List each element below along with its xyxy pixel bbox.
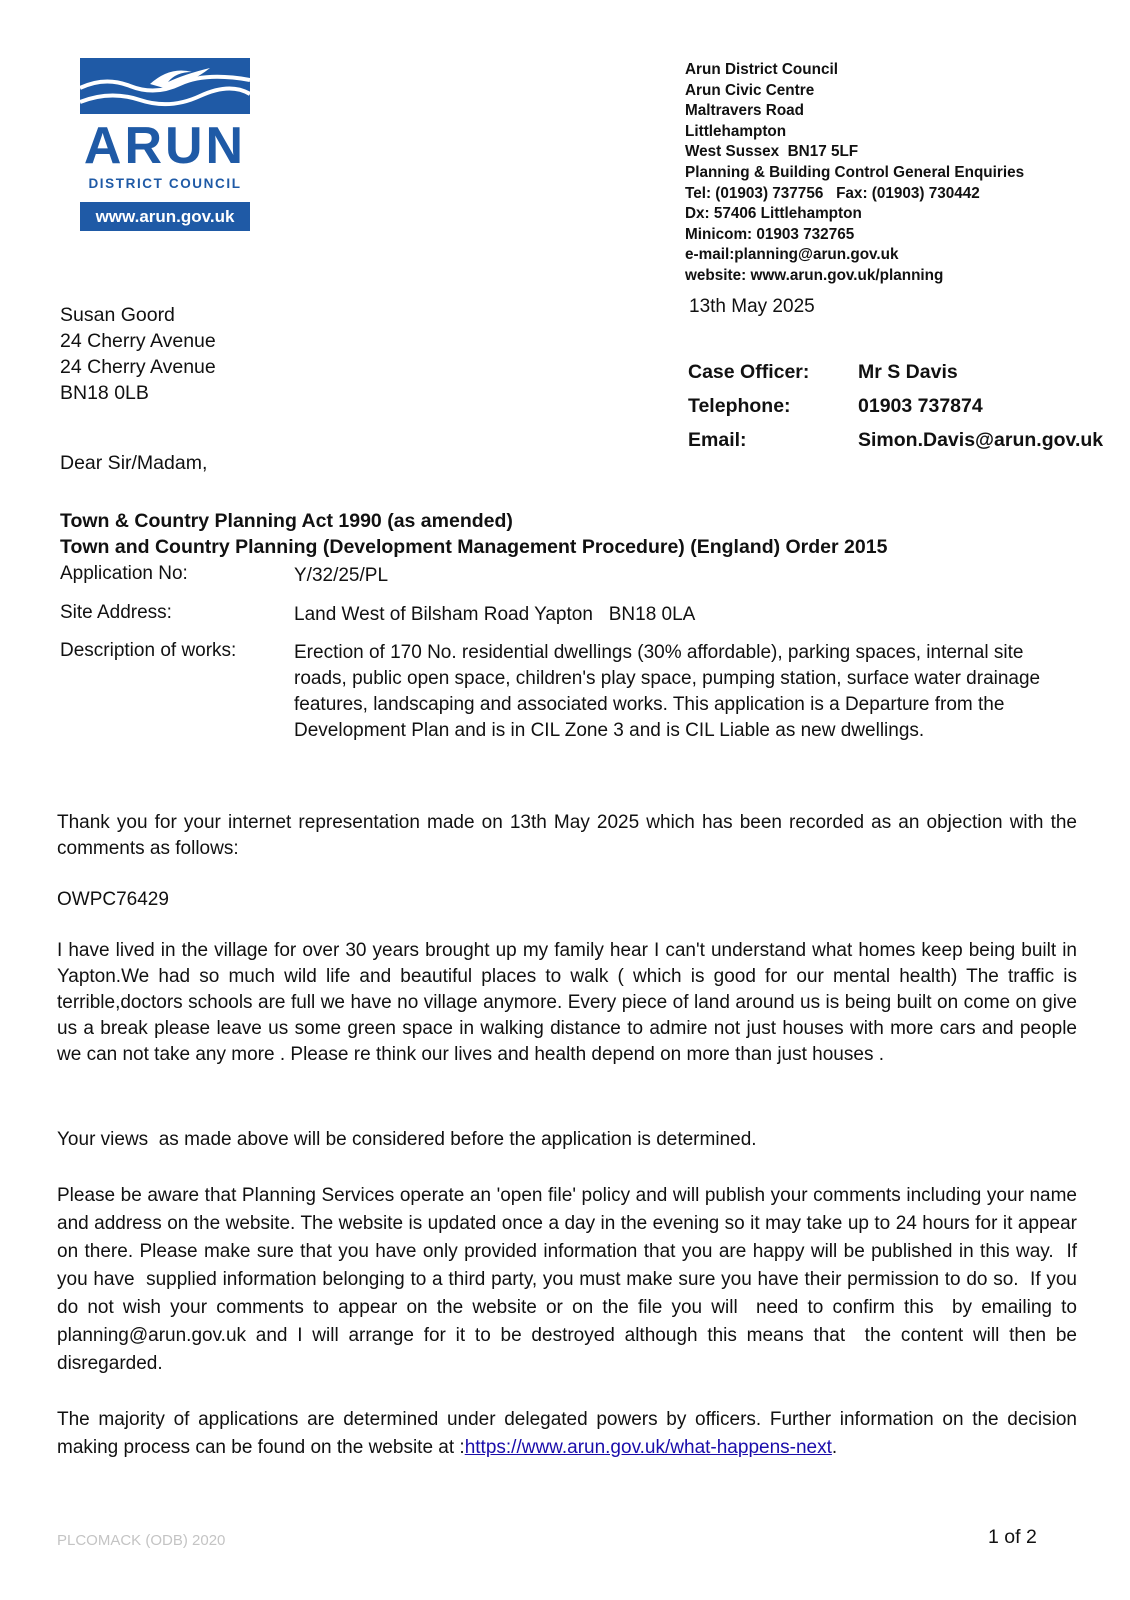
description-label: Description of works: bbox=[60, 640, 237, 661]
recipient-address bbox=[60, 302, 216, 406]
address-line: Arun Civic Centre bbox=[685, 81, 815, 99]
act-line: Town and Country Planning (Development Management Procedure) (England) Order 2015 bbox=[60, 536, 888, 558]
logo-website: www.arun.gov.uk bbox=[80, 202, 250, 231]
site-address-label: Site Address: bbox=[60, 602, 172, 623]
act-line: Town & Country Planning Act 1990 (as amended) bbox=[60, 510, 513, 532]
email-value: Simon.Davis@arun.gov.uk bbox=[858, 429, 1104, 451]
address-line: e-mail:planning@arun.gov.uk bbox=[685, 246, 899, 264]
page-number: 1 of 2 bbox=[988, 1526, 1037, 1548]
majority-text: The majority of applications are determined under delegated powers by officers. Further information on the decision making process can be found on the website at : bbox=[57, 1409, 1077, 1458]
salutation: Dear Sir/Madam, bbox=[60, 452, 208, 474]
address-line: website: www.arun.gov.uk/planning bbox=[685, 266, 944, 284]
wave-bird-icon bbox=[80, 58, 250, 114]
case-officer-value: Mr S Davis bbox=[858, 361, 958, 383]
majority-paragraph bbox=[57, 1406, 1077, 1462]
telephone-label: Telephone: bbox=[688, 395, 791, 417]
telephone-value: 01903 737874 bbox=[858, 395, 983, 417]
comment-paragraph: I have lived in the village for over 30 years brought up my family hear I can't understand what homes keep being built in Yapton.We had so much wild life and beautiful places to walk ( which is good for our mental health) The traffic is terrible,doctors schools are full we have no village anymore. Every piece of land around us is being built on come on give us a break please leave us some green space in walking distance to admire not just houses with more cars and people we can not take any more . Please re think our lives and health depend on more than just houses . bbox=[57, 940, 1077, 1065]
email-label: Email: bbox=[688, 429, 747, 451]
site-address-value: Land West of Bilsham Road Yapton BN18 0LA bbox=[294, 604, 696, 625]
acts-heading bbox=[60, 508, 887, 560]
address-line: West Sussex BN17 5LF bbox=[685, 143, 859, 161]
case-officer-label: Case Officer: bbox=[688, 361, 810, 383]
address-line: Planning & Building Control General Enquiries bbox=[685, 163, 1025, 181]
letter-date: 13th May 2025 bbox=[689, 296, 815, 317]
recipient-line: 24 Cherry Avenue bbox=[60, 356, 216, 378]
views-paragraph: Your views as made above will be considered before the application is determined. bbox=[57, 1129, 757, 1150]
application-number-label: Application No: bbox=[60, 563, 188, 584]
address-line: Minicom: 01903 732765 bbox=[685, 225, 855, 243]
reference-number: OWPC76429 bbox=[57, 889, 169, 910]
logo-subtitle: DISTRICT COUNCIL bbox=[88, 176, 242, 191]
address-line: Maltravers Road bbox=[685, 102, 805, 120]
what-happens-next-link[interactable]: https://www.arun.gov.uk/what-happens-next bbox=[464, 1437, 832, 1458]
application-number-value: Y/32/25/PL bbox=[294, 565, 389, 586]
recipient-line: 24 Cherry Avenue bbox=[60, 330, 216, 352]
council-address bbox=[685, 60, 1105, 287]
open-file-paragraph: Please be aware that Planning Services operate an 'open file' policy and will publish your comments including your name and address on the website. The website is updated once a day in the evening so it may take up to 24 hours for it appear on there. Please make sure that you have only provided information that you are happy will be published in this way. If you have supplied information belonging to a third party, you must make sure you have their permission to do so. If you do not wish your comments to appear on the website or on the file you will need to confirm this by emailing to planning@arun.gov.uk and I will arrange for it to be destroyed although this means that the content will then be disregarded. bbox=[57, 1185, 1083, 1374]
address-line: Arun District Council bbox=[685, 61, 838, 78]
logo-wordmark: ARUN bbox=[83, 117, 247, 175]
address-line: Dx: 57406 Littlehampton bbox=[685, 205, 862, 223]
recipient-line: Susan Goord bbox=[60, 304, 175, 326]
recipient-line: BN18 0LB bbox=[60, 382, 149, 404]
thanks-paragraph: Thank you for your internet representation made on 13th May 2025 which has been recorded as an objection with the comments as follows: bbox=[57, 812, 1077, 859]
address-line: Littlehampton bbox=[685, 122, 787, 140]
description-value: Erection of 170 No. residential dwellings (30% affordable), parking spaces, internal site roads, public open space, children's play space, pumping station, surface water drainage features, landscaping and associated works. This application is a Departure from the Development Plan and is in CIL Zone 3 and is CIL Liable as new dwellings. bbox=[294, 642, 1041, 741]
address-line: Tel: (01903) 737756 Fax: (01903) 730442 bbox=[685, 184, 980, 202]
majority-end: . bbox=[831, 1437, 838, 1458]
council-logo bbox=[80, 58, 250, 231]
footer-code: PLCOMACK (ODB) 2020 bbox=[57, 1532, 226, 1549]
